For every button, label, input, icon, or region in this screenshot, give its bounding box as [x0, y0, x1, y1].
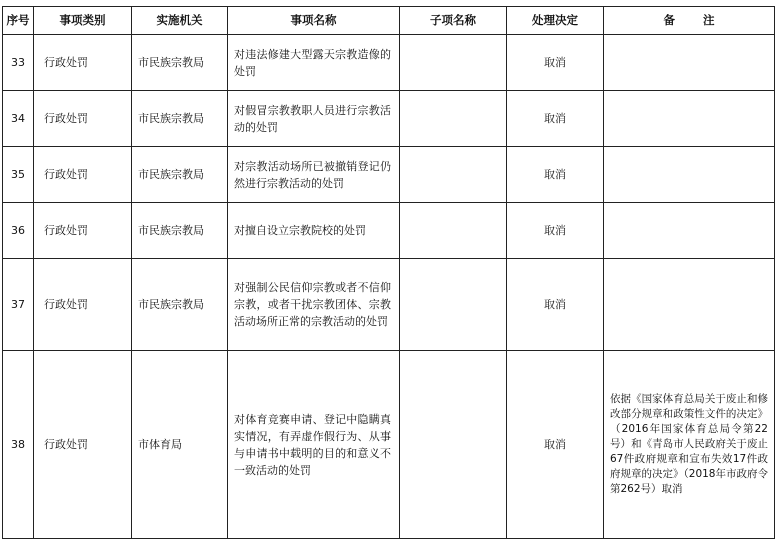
cell-no: 38: [3, 351, 34, 539]
cell-type: 行政处罚: [34, 351, 132, 539]
cell-result: 取消: [507, 259, 604, 351]
cell-org: 市民族宗教局: [132, 91, 228, 147]
cell-note: [604, 203, 775, 259]
cell-type: 行政处罚: [34, 203, 132, 259]
cell-org: 市民族宗教局: [132, 147, 228, 203]
table-row: [3, 203, 775, 259]
document-table-container: [2, 6, 775, 539]
cell-type: 行政处罚: [34, 35, 132, 91]
cell-type: 行政处罚: [34, 259, 132, 351]
cell-sub: [400, 351, 507, 539]
header-result: 处理决定: [507, 7, 604, 35]
cell-note: 依据《国家体育总局关于废止和修改部分规章和政策性文件的决定》（2016年国家体育总局令第22号）和《青岛市人民政府关于废止67件政府规章和宣布失效17件政府规章的决定》（2018年市政府令第262号）取消: [604, 351, 775, 539]
cell-org: 市民族宗教局: [132, 259, 228, 351]
cell-no: 34: [3, 91, 34, 147]
cell-note: [604, 259, 775, 351]
cell-result: 取消: [507, 351, 604, 539]
cell-org: 市体育局: [132, 351, 228, 539]
header-no: 序号: [3, 7, 34, 35]
cell-result: 取消: [507, 35, 604, 91]
cell-sub: [400, 203, 507, 259]
table-row: [3, 351, 775, 539]
cell-name: 对违法修建大型露天宗教造像的处罚: [228, 35, 400, 91]
cell-note: [604, 91, 775, 147]
table-row: [3, 91, 775, 147]
header-org: 实施机关: [132, 7, 228, 35]
header-type: 事项类别: [34, 7, 132, 35]
cell-type: 行政处罚: [34, 91, 132, 147]
cell-no: 36: [3, 203, 34, 259]
cell-sub: [400, 91, 507, 147]
cell-org: 市民族宗教局: [132, 35, 228, 91]
cell-name: 对宗教活动场所已被撤销登记仍然进行宗教活动的处罚: [228, 147, 400, 203]
cell-note: [604, 35, 775, 91]
cell-sub: [400, 259, 507, 351]
cell-name: 对强制公民信仰宗教或者不信仰宗教，或者干扰宗教团体、宗教活动场所正常的宗教活动的处罚: [228, 259, 400, 351]
cell-result: 取消: [507, 91, 604, 147]
header-name: 事项名称: [228, 7, 400, 35]
cell-note: [604, 147, 775, 203]
cell-result: 取消: [507, 147, 604, 203]
table-header-row: [3, 7, 775, 35]
cell-result: 取消: [507, 203, 604, 259]
table-row: [3, 259, 775, 351]
cell-org: 市民族宗教局: [132, 203, 228, 259]
cell-name: 对假冒宗教教职人员进行宗教活动的处罚: [228, 91, 400, 147]
table-row: [3, 35, 775, 91]
cell-no: 33: [3, 35, 34, 91]
header-sub: 子项名称: [400, 7, 507, 35]
item-table: [2, 6, 775, 539]
table-row: [3, 147, 775, 203]
cell-type: 行政处罚: [34, 147, 132, 203]
cell-sub: [400, 35, 507, 91]
cell-name: 对体育竞赛申请、登记中隐瞒真实情况，有弄虚作假行为、从事与申请书中载明的目的和意义不一致活动的处罚: [228, 351, 400, 539]
cell-no: 37: [3, 259, 34, 351]
header-note: 备注: [604, 7, 775, 35]
cell-name: 对擅自设立宗教院校的处罚: [228, 203, 400, 259]
cell-no: 35: [3, 147, 34, 203]
cell-sub: [400, 147, 507, 203]
